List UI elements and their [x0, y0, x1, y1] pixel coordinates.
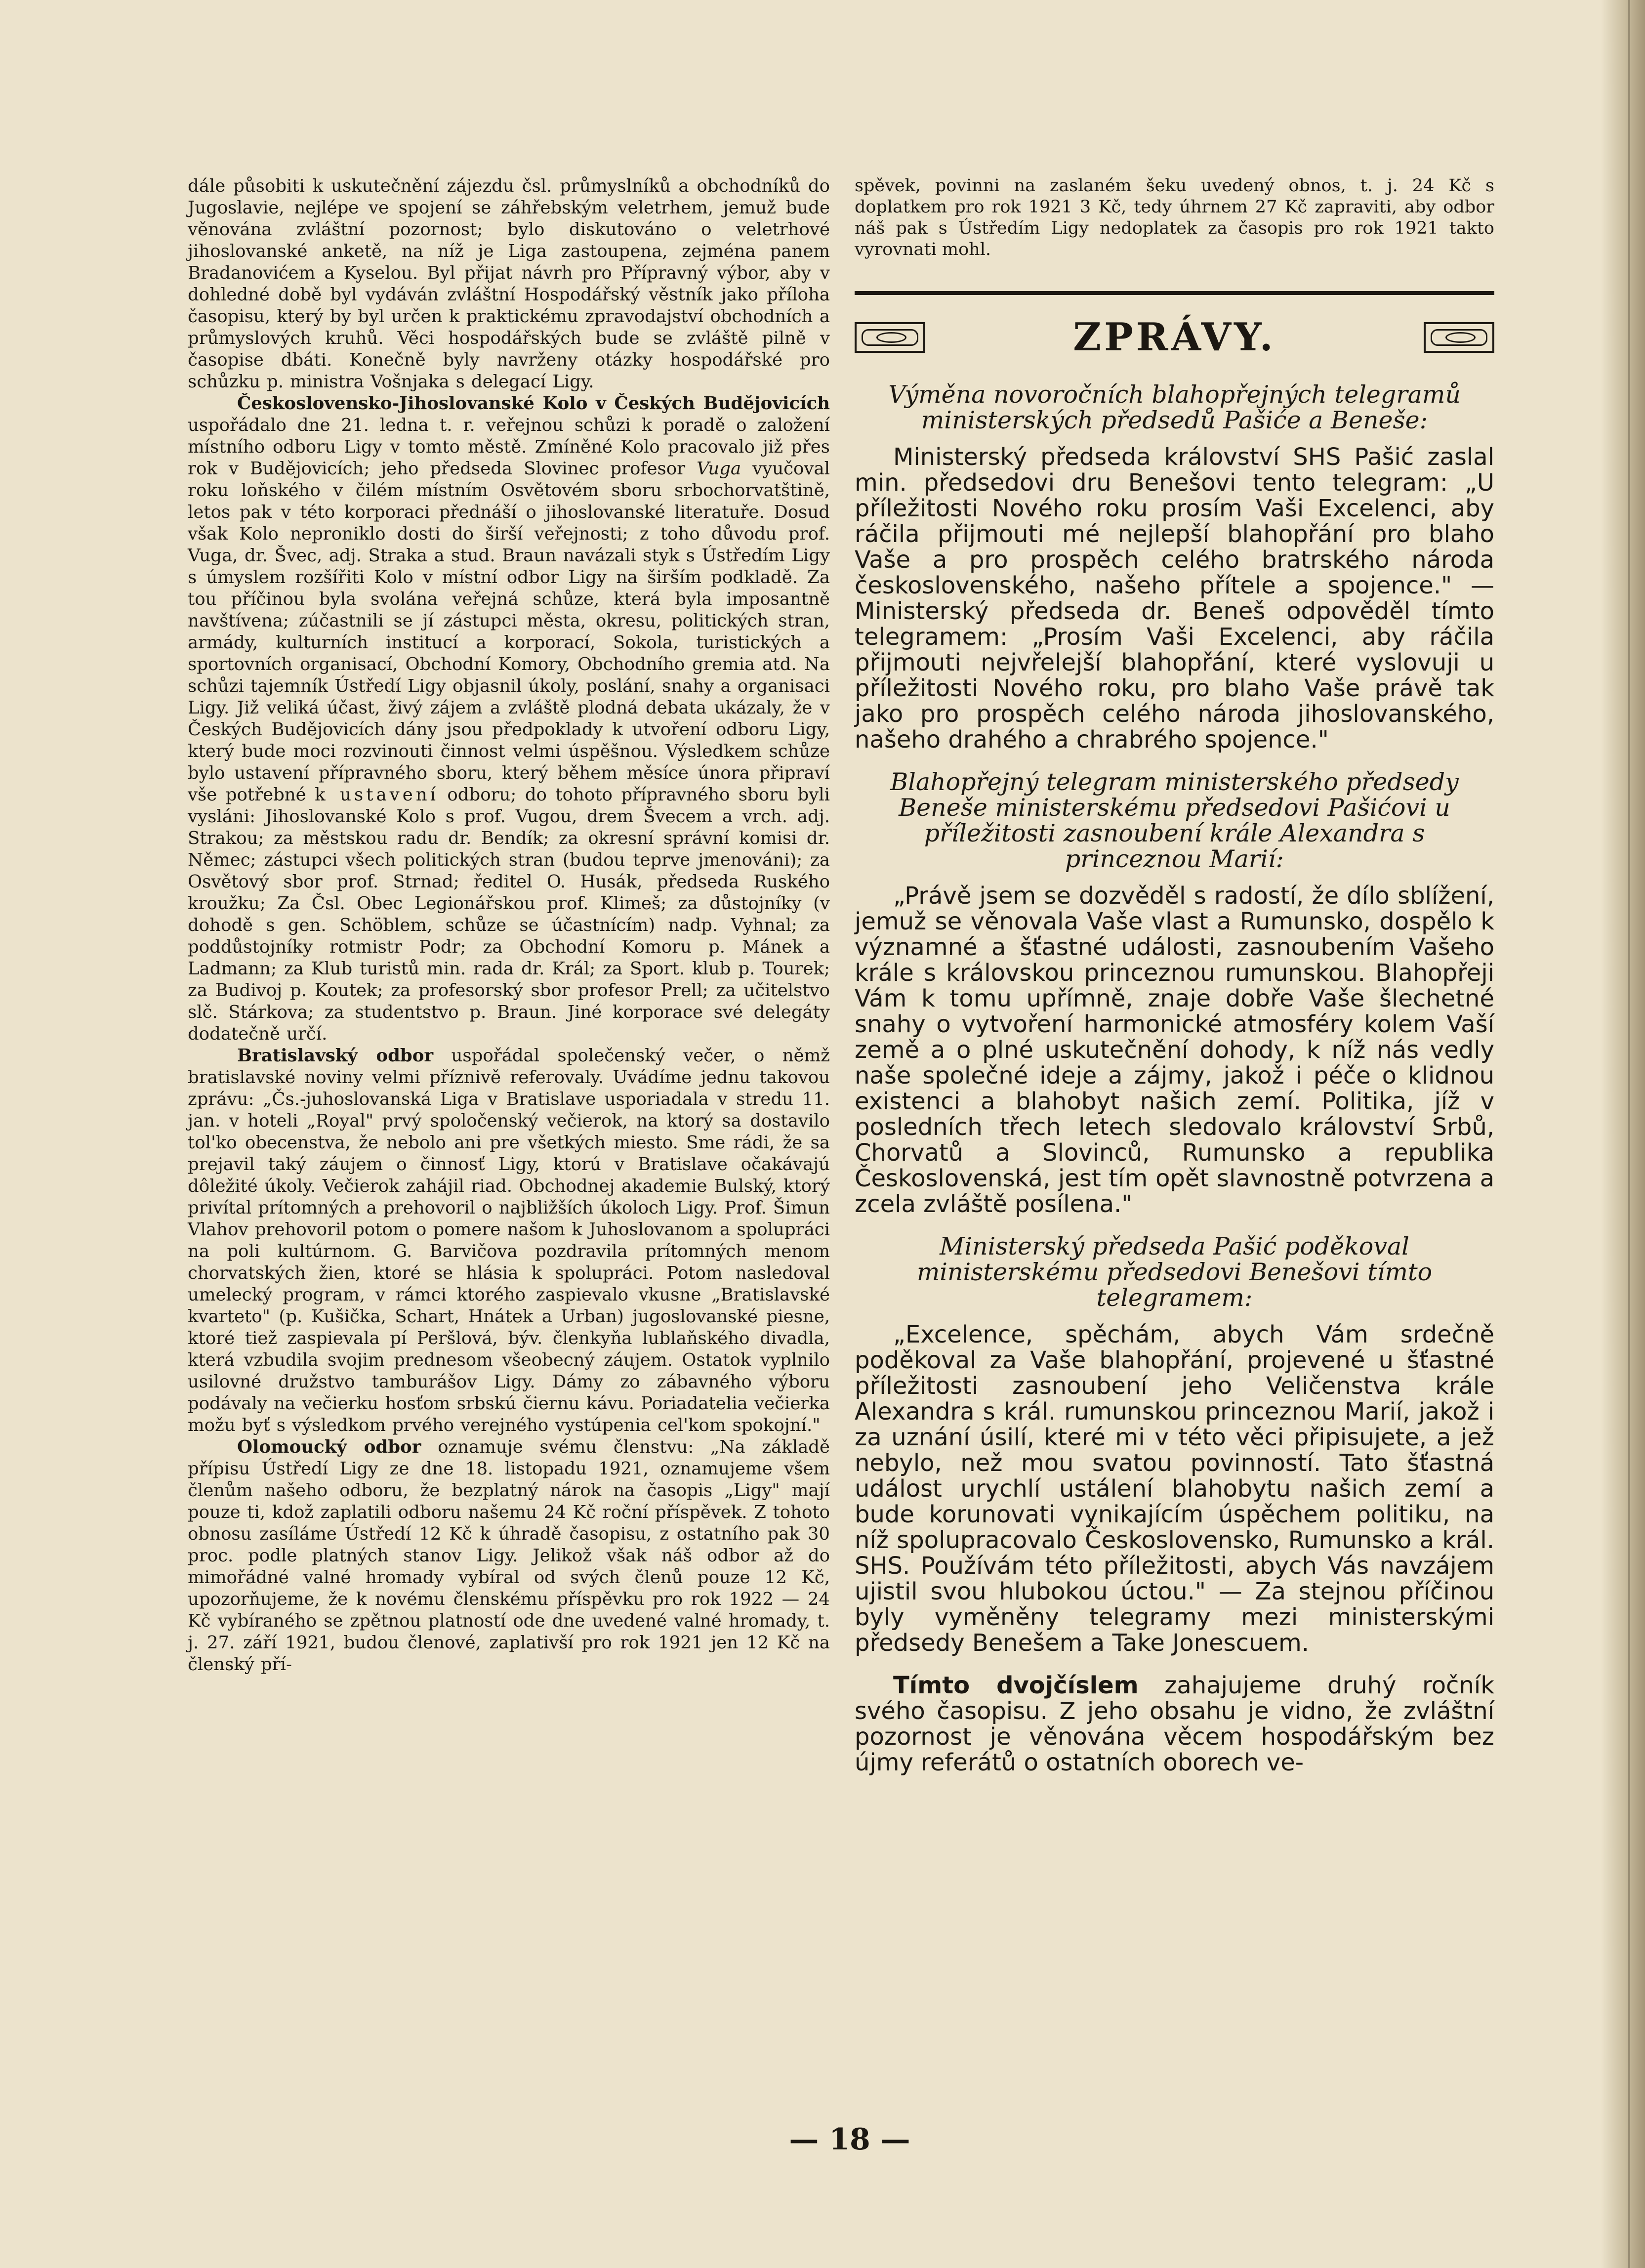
article-pasic-podekoval: „Excelence, spěchám, abych Vám srdečně poděkoval za Vaše blahopřání, projevené u šťastné příležitosti zasnoubení jeho Veličenstva krále Alexandra s král. rumunskou princeznou Marií, jakož i za uznání úsilí, které mi v této věci připisujete, a jež nebylo, než mou svatou povinností. Tato šťastná událost urychlí ustálení blahobytu našich zemí a bude korunovati vynikajícím úspěchem politiku, na níž spolupracovalo Československo, Rumunsko a král. SHS. Používám této příležitosti, abych Vás navzájem ujistil svou hlubokou úctou." — Za stejnou příčinou byly vyměněny telegramy mezi ministerskými předsedy Benešem a Take Jonescuem.	[855, 1321, 1494, 1657]
left-paragraph-ceske-budejovice: Československo-Jihoslovanské Kolo v Českých Budějovicích uspořádalo dne 21. ledna t. r. veřejnou schůzi k poradě o založení místního odboru Ligy v tomto městě. Zmíněné Kolo pracovalo již přes rok v Budějovicích; jeho předseda Slovinec profesor Vuga vyučoval roku loňského v čilém místním Osvětovém sboru srbochorvatštině, letos pak v této korporaci přednáší o jihoslovanské literatuře. Dosud však Kolo neproniklo dosti do širší veřejnosti; z toho důvodu prof. Vuga, dr. Švec, adj. Straka a stud. Braun navázali styk s Ústředím Ligy s úmyslem rozšířiti Kolo v místní odbor Ligy na širším podkladě. Za tou příčinou byla svolána veřejná schůze, která byla imposantně navštívena; zúčastnili se jí zástupci města, okresu, politických stran, armády, kulturních institucí a korporací, Sokola, turistických a sportovních organisací, Obchodní Komory, Obchodního gremia atd. Na schůzi tajemník Ústředí Ligy objasnil úkoly, poslání, snahy a organisaci Ligy. Již veliká účast, živý zájem a zvláště plodná debata ukázaly, že v Českých Budějovicích dány jsou předpoklady k utvoření odboru Ligy, který bude moci rozvinouti činnost velmi úspěšnou. Výsledkem schůze bylo ustavení přípravného sboru, který během měsíce února připraví vše potřebné k ustavení odboru; do tohoto přípravného sboru byli vysláni: Jihoslovanské Kolo s prof. Vugou, drem Švecem a vrch. adj. Strakou; za městskou radu dr. Bendík; za okresní správní komisi dr. Němec; zástupci všech politických stran (budou teprve jmenováni); za Osvětový sbor prof. Strnad; ředitel O. Husák, předseda Ruského kroužku; Za Čsl. Obec Legionářskou prof. Klimeš; za důstojníky (v dohodě s gen. Schöblem, schůze se účastnícím) nadp. Vyhnal; za poddůstojníky rotmistr Podr; za Obchodní Komoru p. Mánek a Ladmann; za Klub turistů min. rada dr. Král; za Sport. klub p. Tourek; za Budivoj p. Koutek; za profesorský sbor profesor Prell; za učitelstvo slč. Stárkova; za studentstvo p. Braun. Jiné korporace své delegáty dodatečně určí.	[188, 393, 830, 1044]
article-novorocni-telegramy: Ministerský předseda království SHS Pašić zaslal min. předsedovi dru Benešovi tento telegram: „U příležitosti Nového roku prosím Vaši Excelenci, aby ráčila přijmouti mé nejlepší blahopřání pro blaho Vaše a pro prospěch celého bratrského národa československého, našeho přítele a spojence." — Ministerský předseda dr. Beneš odpověděl tímto telegramem: „Prosím Vaši Excelenci, aby ráčila přijmouti nejvřelejší blahopřání, které vyslovuji u příležitosti Nového roku, pro blaho Vaše právě tak jako pro prospěch celého národa jihoslovanského, našeho drahého a chrabrého spojence."	[855, 443, 1494, 754]
section-lead-budejovice: Československo-Jihoslovanské Kolo v Českých Budějovicích	[237, 393, 830, 414]
section-title: ZPRÁVY.	[1073, 315, 1276, 360]
lead-dvojcislo: Tímto dvojčíslem	[893, 1672, 1139, 1699]
section-lead-bratislava: Bratislavský odbor	[237, 1046, 434, 1066]
page-number: — 18 —	[789, 2122, 910, 2157]
section-lead-olomouc: Olomoucký odbor	[237, 1437, 421, 1457]
left-paragraph-bratislava: Bratislavský odbor uspořádal společenský večer, o němž bratislavské noviny velmi příznivě referovaly. Uvádíme jednu takovou zprávu: „Čs.-juhoslovanská Liga v Bratislave usporiadala v stredu 11. jan. v hoteli „Royal" prvý spoločenský večierok, na ktorý sa dostavilo tol'ko obecenstva, že nebolo ani pre všetkých miesto. Sme rádi, že sa prejavil taký záujem o činnosť Ligy, ktorú v Bratislave očakávajú dôležité úkoly. Večierok zahájil riad. Obchodnej akademie Bulský, ktorý privítal prítomných a prehovoril o najbližších úkoloch Ligy. Prof. Šimun Vlahov prehovoril potom o pomere našom k Juhoslovanom a spolupráci na poli kultúrnom. G. Barvičova pozdravila prítomných menom chorvatských žien, ktoré se hlásia k spolupráci. Potom nasledoval umelecký program, v rámci ktorého zaspievalo vkusne „Bratislavské kvarteto" (p. Kušička, Schart, Hnátek a Urban) jugoslovanské piesne, ktoré tiež zaspievala pí Peršlová, býv. členkyňa lublaňského divadla, která vzbudila svojim prednesom všeobecný záujem. Ostatok vyplnilo usilovné družstvo tamburášov Ligy. Dámy zo zábavného výboru podávaly na večierku hosťom srbskú čiernu kávu. Poriadatelia večierka možu byť s výsledkom prvého verejného vystúpenia cel'kom spokojní."	[188, 1046, 830, 1435]
page-edge-shadow	[1601, 0, 1645, 2268]
page-edge-line	[1628, 0, 1630, 2268]
article-dvojcislo: Tímto dvojčíslem zahajujeme druhý ročník svého časopisu. Z jeho obsahu je vidno, že zvláštní pozornost je věnována věcem hospodářským bez újmy referátů o ostatních oborech ve-	[855, 1672, 1494, 1776]
article-blahoprejny-telegram: „Právě jsem se dozvěděl s radostí, že dílo sblížení, jemuž se věnovala Vaše vlast a Rumunsko, dospělo k významné a šťastné události, zasnoubením Vašeho krále s královskou princeznou rumunskou. Blahopřeji Vám k tomu upřímně, znaje dobře Vaše šlechetné snahy o vytvoření harmonické atmosféry kolem Vaší země a o plné uskutečnění dohody, k níž nás vedly naše společné ideje a zájmy, jakož i péče o klidnou existenci a blahobyt našich zemí. Politika, jíž v posledních třech letech sledovalo království Srbů, Chorvatů a Slovinců, Rumunsko a republika Československá, jest tím opět slavnostně potvrzena a zcela zvláště posílena."	[855, 882, 1494, 1218]
section-divider-rule	[855, 291, 1494, 295]
right-continuation-paragraph: spěvek, povinni na zaslaném šeku uvedený obnos, t. j. 24 Kč s doplatkem pro rok 1921 3 Kč, tedy úhrnem 27 Kč zapraviti, aby odbor náš pak s Ústředím Ligy nedoplatek za časopis pro rok 1921 takto vyrovnati mohl.	[855, 176, 1494, 259]
headline-novorocni-telegramy: Výměna novoročních blahopřejných telegramů ministerských předsedů Pašiće a Beneše:	[888, 380, 1461, 434]
ornament-left-icon	[855, 322, 925, 353]
left-column	[188, 175, 830, 1676]
headline-pasic-podekoval: Ministerský předseda Pašić poděkoval ministerskému předsedovi Benešovi tímto telegramem:	[916, 1232, 1433, 1312]
right-column	[855, 175, 1494, 1775]
left-paragraph-1: dále působiti k uskutečnění zájezdu čsl. průmyslníků a obchodníků do Jugoslavie, nejlépe ve spojení se záhřebským veletrhem, jemuž bude věnována zvláštní pozornost; bylo diskutováno o veletrhové jihoslovanské anketě, na níž je Liga zastoupena, zejména panem Bradanovićem a Kyselou. Byl přijat návrh pro Přípravný výbor, aby v dohledné době byl vydáván zvláštní Hospodářský věstník jako příloha časopisu, který by byl určen k praktickému zpravodajství obchodních a průmyslových kruhů. Věci hospodářských bude se zvláště pilně v časopise dbáti. Konečně byly navrženy otázky hospodářské pro schůzku p. ministra Vošnjaka s delegací Ligy.	[188, 176, 830, 392]
headline-blahoprejny-telegram: Blahopřejný telegram ministerského předsedy Beneše ministerskému předsedovi Pašićovi u příležitosti zasnoubení krále Alexandra s princeznou Marií:	[890, 768, 1459, 873]
left-paragraph-olomouc: Olomoucký odbor oznamuje svému členstvu: „Na základě přípisu Ústředí Ligy ze dne 18. listopadu 1921, oznamujeme všem členům našeho odboru, že bezplatný nárok na časopis „Ligy" mají pouze ti, kdož zaplatili odboru našemu 24 Kč roční příspěvek. Z tohoto obnosu zasíláme Ústředí 12 Kč k úhradě časopisu, z ostatního pak 30 proc. podle platných stanov Ligy. Jelikož však náš odbor až do mimořádné valné hromady vybíral od svých členů pouze 12 Kč, upozorňujeme, že k novému členskému příspěvku pro rok 1922 — 24 Kč vybíraného se zpětnou platností ode dne uvedené valné hromady, t. j. 27. září 1921, budou členové, zaplativší pro rok 1921 jen 12 Kč na členský pří-	[188, 1437, 830, 1675]
ornament-right-icon	[1424, 322, 1494, 353]
zpravy-banner	[855, 313, 1494, 362]
